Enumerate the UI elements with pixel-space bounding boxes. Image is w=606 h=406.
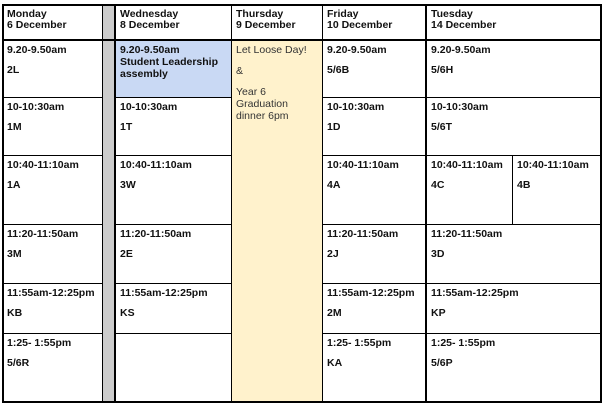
- monday-slot-2: [2, 97, 102, 155]
- slot-time: 10:40-11:10am: [431, 159, 503, 171]
- slot-time: 11:55am-12:25pm: [431, 287, 519, 299]
- slot-class: 4C: [431, 179, 445, 191]
- tuesday-slot-3b: [512, 155, 602, 224]
- slot-time: 11:55am-12:25pm: [7, 287, 95, 299]
- slot-class: 2L: [7, 64, 20, 76]
- header-wednesday: [115, 4, 231, 40]
- outer-border-left: [2, 4, 4, 403]
- slot-class: Student Leadership assembly: [120, 56, 219, 80]
- slot-time: 10-10:30am: [431, 101, 489, 113]
- timetable: [2, 2, 602, 403]
- tuesday-slot-1: [426, 40, 602, 97]
- day-date: 10 December: [327, 19, 393, 31]
- event-line: Year 6 Graduation dinner 6pm: [236, 86, 289, 122]
- header-friday: [322, 4, 426, 40]
- outer-border-right: [600, 4, 602, 403]
- slot-time: 11:55am-12:25pm: [327, 287, 415, 299]
- friday-slot-6: [322, 333, 426, 402]
- outer-border-bottom: [2, 401, 602, 403]
- row-divider: [2, 283, 102, 284]
- column-divider: [231, 4, 232, 403]
- column-divider: [114, 4, 116, 403]
- day-name: Thursday: [236, 8, 284, 20]
- slot-class: 4A: [327, 179, 341, 191]
- slot-class: 1M: [7, 121, 22, 133]
- slot-class: 3D: [431, 248, 445, 260]
- slot-class: 4B: [517, 179, 531, 191]
- header-tuesday: [426, 4, 602, 40]
- slot-class: 5/6B: [327, 64, 350, 76]
- column-divider: [512, 155, 513, 224]
- day-date: 6 December: [7, 19, 67, 31]
- day-name: Wednesday: [120, 8, 179, 20]
- outer-border-top: [2, 4, 602, 6]
- slot-class: 5/6H: [431, 64, 454, 76]
- slot-time: 11:20-11:50am: [431, 228, 503, 240]
- slot-time: 10-10:30am: [120, 101, 178, 113]
- friday-slot-1: [322, 40, 426, 97]
- slot-class: KB: [7, 307, 23, 319]
- monday-slot-3: [2, 155, 102, 224]
- day-name: Monday: [7, 8, 47, 20]
- wednesday-slot-3: [115, 155, 231, 224]
- row-divider: [115, 333, 231, 334]
- monday-slot-1: [2, 40, 102, 97]
- slot-class: 5/6R: [7, 357, 30, 369]
- event-line: &: [236, 65, 244, 77]
- row-divider: [115, 224, 231, 225]
- slot-time: 9.20-9.50am: [431, 44, 491, 56]
- row-divider: [322, 224, 602, 225]
- row-divider: [115, 283, 231, 284]
- tuesday-slot-6: [426, 333, 602, 402]
- slot-time: 11:20-11:50am: [327, 228, 399, 240]
- monday-slot-5: [2, 283, 102, 333]
- slot-time: 1:25- 1:55pm: [327, 337, 392, 349]
- slot-time: 10:40-11:10am: [327, 159, 399, 171]
- row-divider: [115, 155, 231, 156]
- slot-time: 1:25- 1:55pm: [7, 337, 72, 349]
- tuesday-slot-4: [426, 224, 602, 283]
- slot-class: 5/6P: [431, 357, 453, 369]
- tuesday-slot-2: [426, 97, 602, 155]
- slot-class: 1A: [7, 179, 21, 191]
- thursday-events: [231, 40, 322, 402]
- slot-class: KA: [327, 357, 343, 369]
- friday-slot-4: [322, 224, 426, 283]
- tuesday-slot-3a: [426, 155, 512, 224]
- slot-time: 10-10:30am: [327, 101, 385, 113]
- row-divider: [322, 333, 602, 334]
- slot-class: 1T: [120, 121, 133, 133]
- slot-time: 10:40-11:10am: [120, 159, 192, 171]
- row-divider: [115, 97, 231, 98]
- slot-time: 9.20-9.50am: [327, 44, 387, 56]
- slot-class: KS: [120, 307, 135, 319]
- monday-slot-6: [2, 333, 102, 402]
- slot-class: 2E: [120, 248, 133, 260]
- slot-time: 1:25- 1:55pm: [431, 337, 496, 349]
- column-divider: [322, 4, 323, 403]
- row-divider: [322, 97, 602, 98]
- slot-time: 11:20-11:50am: [7, 228, 79, 240]
- wednesday-slot-1: [115, 40, 231, 97]
- row-divider: [2, 224, 102, 225]
- slot-time: 10-10:30am: [7, 101, 65, 113]
- row-divider: [2, 333, 102, 334]
- slot-class: 3W: [120, 179, 136, 191]
- wednesday-slot-5: [115, 283, 231, 333]
- slot-class: KP: [431, 307, 446, 319]
- header-thursday: [231, 4, 322, 40]
- slot-class: 3M: [7, 248, 22, 260]
- column-divider: [425, 4, 427, 403]
- day-date: 9 December: [236, 19, 296, 31]
- slot-time: 11:20-11:50am: [120, 228, 192, 240]
- wednesday-slot-empty: [115, 333, 231, 402]
- slot-class: 2M: [327, 307, 342, 319]
- wednesday-slot-4: [115, 224, 231, 283]
- slot-class: 1D: [327, 121, 341, 133]
- slot-class: 2J: [327, 248, 339, 260]
- header-divider: [2, 39, 602, 41]
- slot-time: 11:55am-12:25pm: [120, 287, 208, 299]
- slot-class: 5/6T: [431, 121, 453, 133]
- day-name: Tuesday: [431, 8, 473, 20]
- day-date: 8 December: [120, 19, 180, 31]
- row-divider: [322, 155, 602, 156]
- row-divider: [322, 283, 602, 284]
- slot-time: 10:40-11:10am: [7, 159, 79, 171]
- header-monday: [2, 4, 102, 40]
- day-name: Friday: [327, 8, 359, 20]
- wednesday-slot-2: [115, 97, 231, 155]
- slot-time: 9.20-9.50am: [7, 44, 67, 56]
- column-divider: [102, 4, 103, 403]
- slot-time: 10:40-11:10am: [517, 159, 589, 171]
- monday-slot-4: [2, 224, 102, 283]
- friday-slot-3: [322, 155, 426, 224]
- day-date: 14 December: [431, 19, 497, 31]
- friday-slot-5: [322, 283, 426, 333]
- row-divider: [2, 97, 102, 98]
- tuesday-slot-5: [426, 283, 602, 333]
- slot-time: 9.20-9.50am: [120, 44, 180, 56]
- friday-slot-2: [322, 97, 426, 155]
- event-line: Let Loose Day!: [236, 44, 307, 56]
- row-divider: [2, 155, 102, 156]
